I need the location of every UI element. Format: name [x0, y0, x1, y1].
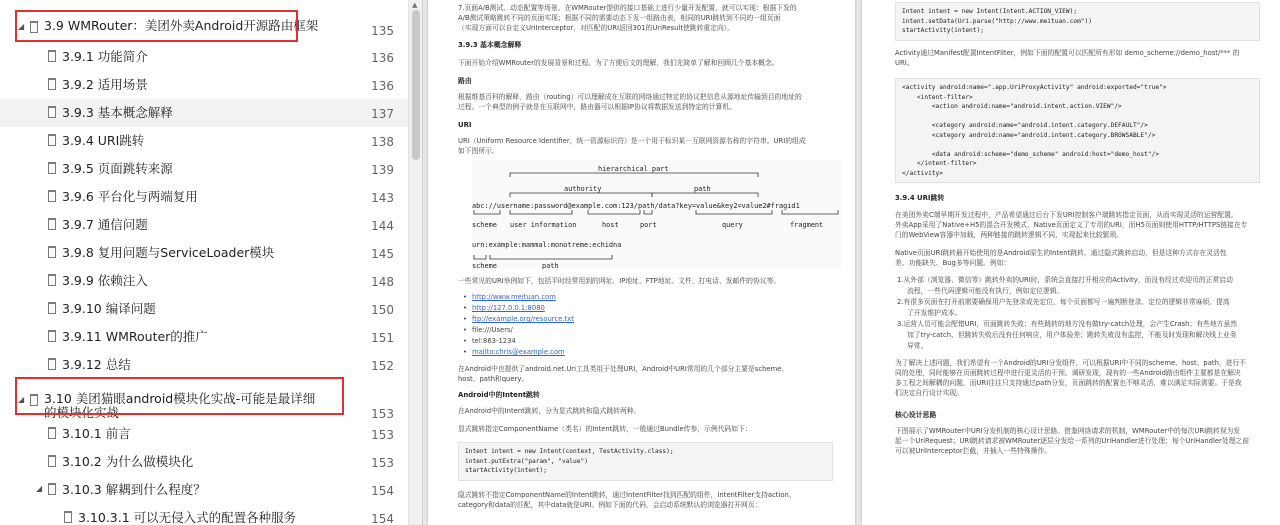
toc-item[interactable]: [0, 351, 408, 379]
solution-paragraph: [895, 358, 1260, 398]
toc-item-label: 3.10 美团猫眼android模块化实战-可能是最详细的模块化实战: [44, 391, 316, 420]
problem-list: [895, 275, 1260, 352]
toc-page-number: 153: [371, 456, 394, 470]
toc-page-number: 150: [371, 303, 394, 317]
routing-paragraph: [458, 92, 833, 112]
native-paragraph: [895, 248, 1260, 268]
toc-item-label: 3.9.10 编译问题: [62, 301, 156, 316]
toc-item-label: 3.10.3.1 可以无侵入式的配置各种服务: [78, 510, 297, 525]
problem-list-line: 3.运营人员可能会配错URI，页面跳转失败；有些跳转的地方没有做try-catch处理，会产生Crash；有些地方虽然: [897, 320, 1238, 328]
toc-item[interactable]: [0, 71, 408, 99]
diagram-label: scheme: [472, 262, 497, 270]
bookmark-icon: [48, 330, 56, 342]
diagram-label: path: [542, 262, 559, 270]
diagram-label: port: [640, 221, 657, 229]
code-block-explicit: Intent intent = new Intent(context, TestActivity.class); intent.putExtra("param", "value") startActivity(intent);: [458, 442, 833, 481]
uri-tool-paragraph: [458, 364, 833, 384]
paragraph-line: 起一个UriRequest；URI跳转请求被WMRouter逐层分发给一系列的UriHandler进行处理；每个UriHandler处理之前: [895, 437, 1250, 445]
toc-page-number: 139: [371, 163, 394, 177]
toc-item[interactable]: [0, 211, 408, 239]
toc-page-number: 143: [371, 191, 394, 205]
toc-item[interactable]: [0, 323, 408, 351]
intro-line: 7.页面A/B测试、动态配置等场景。在WMRouter提供的接口基础上进行少量开发配置，就可以实现：根据下发的: [458, 4, 797, 12]
examples-intro: 一些常见的URI举例如下，包括平时经常用到的网址、IP地址、FTP地址、文件、打电话、发邮件的协议等。: [458, 277, 781, 285]
example-uri-item: • tel:863-1234: [472, 336, 833, 347]
manifest-paragraph: [895, 48, 1260, 68]
routing-heading: 路由: [458, 77, 472, 85]
paragraph-line: 同的处理，同时能够在页面跳转过程中进行更灵活的干预。调研发现，现有的一些Android路由组件主要都是在解决: [895, 369, 1241, 377]
problem-list-line: 了开发维护成本。: [907, 309, 962, 317]
problem-list-line: 流程，一些代码逻辑可能没有执行，例如定位逻辑。: [907, 287, 1064, 295]
uri-jump-paragraph: [895, 210, 1260, 240]
toc-item[interactable]: [0, 420, 408, 448]
intro-line: A/B测试策略跳转不同的页面实现；根据不同的需要动态下发一组路由表，相同的URI跳转到不同的一组页面: [458, 14, 781, 22]
diagram-label: host: [602, 221, 619, 229]
paragraph-line: 多工程之间解耦的问题，而URI往往只支持通过path分发，页面跳转的配置也不够灵活，难以满足实际需要。于是我: [895, 379, 1242, 387]
toc-page-number: 148: [371, 275, 394, 289]
toc-item-label: 3.9.3 基本概念解释: [62, 105, 173, 120]
intro-paragraph: [458, 3, 833, 33]
diagram-label: query: [722, 221, 743, 229]
toc-item[interactable]: [0, 99, 408, 127]
example-uri-item[interactable]: • http://127.0.0.1:8080: [472, 303, 833, 314]
diagram-bracket: [490, 255, 612, 259]
bookmark-icon: [48, 106, 56, 118]
uri-line: 如下图所示。: [458, 147, 499, 155]
document-page-left: [428, 0, 855, 525]
bookmark-icon: [48, 246, 56, 258]
uri-tool-line: 在Android中也提供了android.net.Uri工具类用于处理URI，Android中URI常用的几个部分主要是scheme、: [458, 365, 789, 373]
example-uri-item[interactable]: • mailto:chris@example.com: [472, 347, 833, 358]
toc-page-number: 151: [371, 331, 394, 345]
toc-page-number: 135: [371, 24, 394, 38]
diagram-label: scheme: [472, 221, 497, 229]
bookmark-icon: [48, 134, 56, 146]
toc-page-number: 144: [371, 219, 394, 233]
implicit-paragraph: [458, 490, 833, 510]
manifest-line: URI。: [895, 59, 914, 67]
problem-list-line: 加了try-catch，但跳转失败后没有任何响应，用户体验差；跳转失败没有监控，不能及时发现和解决线上业务: [907, 331, 1237, 339]
highlight-box: [15, 10, 298, 42]
core-design-heading: 核心设计思路: [895, 411, 937, 419]
toc-item[interactable]: [0, 239, 408, 267]
toc-item[interactable]: [0, 267, 408, 295]
bookmark-icon: [48, 162, 56, 174]
examples-list: [458, 292, 833, 358]
uri-line: URI（Uniform Resource Identifier，统一资源标识符）是一个用于标识某一互联网资源名称的字符串。URI的组成: [458, 137, 806, 145]
expand-arrow-icon[interactable]: ◢: [18, 395, 25, 404]
toc-item[interactable]: [0, 295, 408, 323]
diagram-label: hierarchical part: [598, 165, 669, 173]
toc-item-label: 3.9.8 复用问题与ServiceLoader模块: [62, 245, 275, 260]
toc-item[interactable]: [0, 448, 408, 476]
highlight-box: [15, 377, 344, 415]
toc-item-label: 3.9.6 平台化与两端复用: [62, 189, 198, 204]
toc-scrollbar[interactable]: [408, 0, 422, 525]
document-page-right: [862, 0, 1280, 525]
code-block-manifest: <activity android:name=".app.UriProxyActivity" android:exported="true"> <intent-filter> <action android:name="android.intent.action.VIEW"/> <category android:name="android.intent.category.DEFAULT"/> <category android:name="android.intent.category.BROWSABLE"/> <data android:scheme="demo_scheme" android:host="demo_host"/> </intent-filter> </activity>: [895, 78, 1260, 183]
toc-item-label: 3.9.1 功能简介: [62, 49, 148, 64]
bookmark-icon: [48, 427, 56, 439]
explicit-text: 显式跳转指定ComponentName（类名）的Intent跳转，一般通过Bundle传参，示例代码如下：: [458, 425, 752, 433]
toc-item-label: 3.9.5 页面跳转来源: [62, 161, 173, 176]
diagram-label: urn:example:mammal:monotreme:echidna: [472, 241, 622, 249]
bookmark-icon: [48, 190, 56, 202]
section-heading: 3.9.3 基本概念解释: [458, 41, 522, 49]
toc-page-number: 138: [371, 135, 394, 149]
toc-item-label: 3.9.9 依赖注入: [62, 273, 148, 288]
manifest-line: Activity通过Manifest配置IntentFilter，例如下面的配置可以匹配所有形如 demo_scheme://demo_host/*** 的: [895, 49, 1240, 57]
example-uri-item[interactable]: • ftp://example.org/resource.txt: [472, 314, 833, 325]
toc-scroll-thumb[interactable]: [412, 10, 420, 160]
section-heading: 3.9.4 URI跳转: [895, 194, 945, 202]
diagram-label: fragment: [790, 221, 824, 229]
implicit-line: category和data的匹配，其中data就是URI。例如下面的代码，会启动系统默认的浏览器打开网页：: [458, 501, 762, 509]
toc-item-label: 3.10.1 前言: [62, 426, 131, 441]
diagram-brackets: [472, 160, 842, 268]
problem-list-line: 异常。: [907, 342, 928, 350]
example-uri-item[interactable]: • http://www.meituan.com: [472, 292, 833, 303]
paragraph-line: Native页面URI跳转最开始使用的是Android原生的Intent跳转，通过隐式跳转启动，但是这种方式存在灵活性: [895, 249, 1227, 257]
toc-page-number: 152: [371, 359, 394, 373]
diagram-label: user information: [510, 221, 577, 229]
toc-item-label: 3.9.2 适用场景: [62, 77, 148, 92]
paragraph-line: 们决定自行设计实现。: [895, 389, 963, 397]
toc-page-number: 145: [371, 247, 394, 261]
bookmark-icon: [48, 483, 56, 495]
problem-list-line: 2.有很多页面在打开前需要确保用户先登录或先定位，每个页面都写一遍判断登录、定位的逻辑非常麻烦，提高: [897, 298, 1230, 306]
intent-heading: Android中的Intent跳转: [458, 391, 540, 399]
expand-arrow-icon[interactable]: ◢: [36, 484, 43, 493]
diagram-label: abc://username:password@example.com:123/path/data?key=value&key2=value2#fragid1: [472, 202, 800, 210]
uri-tool-line: host、path和query。: [458, 375, 529, 383]
expand-arrow-icon[interactable]: ◢: [18, 22, 25, 31]
intro-line: （实现方面可以自定义UriInterceptor，对匹配的URI返回301的UriResult使跳转重定向）。: [458, 24, 734, 32]
bookmark-icon: [48, 50, 56, 62]
paragraph-line: 可以被UriInterceptor拦截，并插入一些特殊操作。: [895, 447, 1052, 455]
toc-item-label: 3.9.11 WMRouter的推广: [62, 329, 208, 344]
paragraph-line: 下图展示了WMRouter中URI分发机制的核心设计思路。借鉴网络请求的机制，WMRouter中的每次URI跳转视为发: [895, 427, 1241, 435]
paragraph-line: 差、功能缺失、Bug多等问题。例如：: [895, 259, 1011, 267]
toc-item-label: 3.9.12 总结: [62, 357, 131, 372]
section-text: 下面开始介绍WMRouter的发展背景和过程。为了方便后文的理解，我们先简单了解和回顾几个基本概念。: [458, 59, 779, 67]
paragraph-line: 为了解决上述问题，我们希望有一个Android的URI分发组件，可以根据URI中不同的scheme、host、path，进行不: [895, 359, 1247, 367]
toc-page-number: 136: [371, 79, 394, 93]
problem-list-line: 1.从外部（浏览器、微信等）跳转外卖的URI时，系统会直接打开相应的Activity，而没有经过欢迎页的正常启动: [897, 276, 1233, 284]
toc-page-number: 154: [371, 484, 394, 498]
paragraph-line: 外卖App采用了Native+H5的混合开发模式，Native页面定义了专用的URI，而H5页面则使用HTTP/HTTPS链接在专: [895, 221, 1248, 229]
toc-item-label: 3.10.3 解耦到什么程度？: [62, 482, 206, 497]
toc-item[interactable]: [0, 504, 408, 525]
toc-page-number: 154: [371, 512, 394, 525]
diagram-label: authority: [564, 185, 602, 193]
toc-item[interactable]: [0, 155, 408, 183]
toc-item-label: 3.9 WMRouter：美团外卖Android开源路由框架: [44, 18, 319, 33]
bookmark-icon: [48, 358, 56, 370]
toc-item[interactable]: [0, 183, 408, 211]
implicit-line: 隐式跳转不指定ComponentName的Intent跳转，通过IntentFilter找到匹配的组件，IntentFilter支持action、: [458, 491, 796, 499]
diagram-label: path: [694, 185, 711, 193]
code-block-intent: Intent intent = new Intent(Intent.ACTION_VIEW); intent.setData(Uri.parse("http://www.meituan.com")) startActivity(intent);: [895, 2, 1260, 41]
bookmark-icon: [64, 511, 72, 523]
toc-page-number: 153: [371, 407, 394, 421]
toc-item[interactable]: [0, 127, 408, 155]
bookmark-icon: [48, 218, 56, 230]
toc-item-label: 3.10.2 为什么做模块化: [62, 454, 194, 469]
intent-text: 在Android中的Intent跳转，分为显式跳转和隐式跳转两种。: [458, 407, 641, 415]
toc-item-label: 3.9.4 URI跳转: [62, 133, 145, 148]
paragraph-line: 门的WebView容器中加载，两种链接的跳转逻辑不同，实现起来比较繁琐。: [895, 231, 1124, 239]
scroll-up-arrow-icon[interactable]: ▲: [412, 1, 418, 9]
uri-structure-diagram: [472, 160, 842, 268]
toc-page-number: 153: [371, 428, 394, 442]
routing-line: 根据维基百科的解释，路由（routing）可以理解成在互联的网络通过特定的协议把信息从源地址传输到目的地址的: [458, 93, 802, 101]
example-uri-item: • file:///Users/: [472, 325, 833, 336]
uri-heading: URI: [458, 121, 472, 129]
bookmark-icon: [48, 78, 56, 90]
toc-item[interactable]: [0, 43, 408, 71]
bookmark-icon: [48, 455, 56, 467]
toc-sidebar: [0, 0, 423, 525]
toc-item-label: 3.9.7 通信问题: [62, 217, 148, 232]
toc-page-number: 137: [371, 107, 394, 121]
toc-item[interactable]: [0, 476, 408, 504]
bookmark-icon: [48, 302, 56, 314]
bookmark-icon: [48, 274, 56, 286]
core-design-paragraph: [895, 426, 1260, 456]
uri-paragraph: [458, 136, 833, 156]
toc-partial-row: [0, 0, 408, 4]
diagram-bracket: [474, 255, 486, 259]
routing-line: 过程。一个典型的例子就是在互联网中，路由器可以根据IP协议将数据发送到特定的计算机。: [458, 103, 736, 111]
toc-page-number: 136: [371, 51, 394, 65]
paragraph-line: 在美团外卖C端早期开发过程中，产品希望通过后台下发URI控制客户端跳转指定页面，从而实现灵活的运营配置。: [895, 211, 1238, 219]
